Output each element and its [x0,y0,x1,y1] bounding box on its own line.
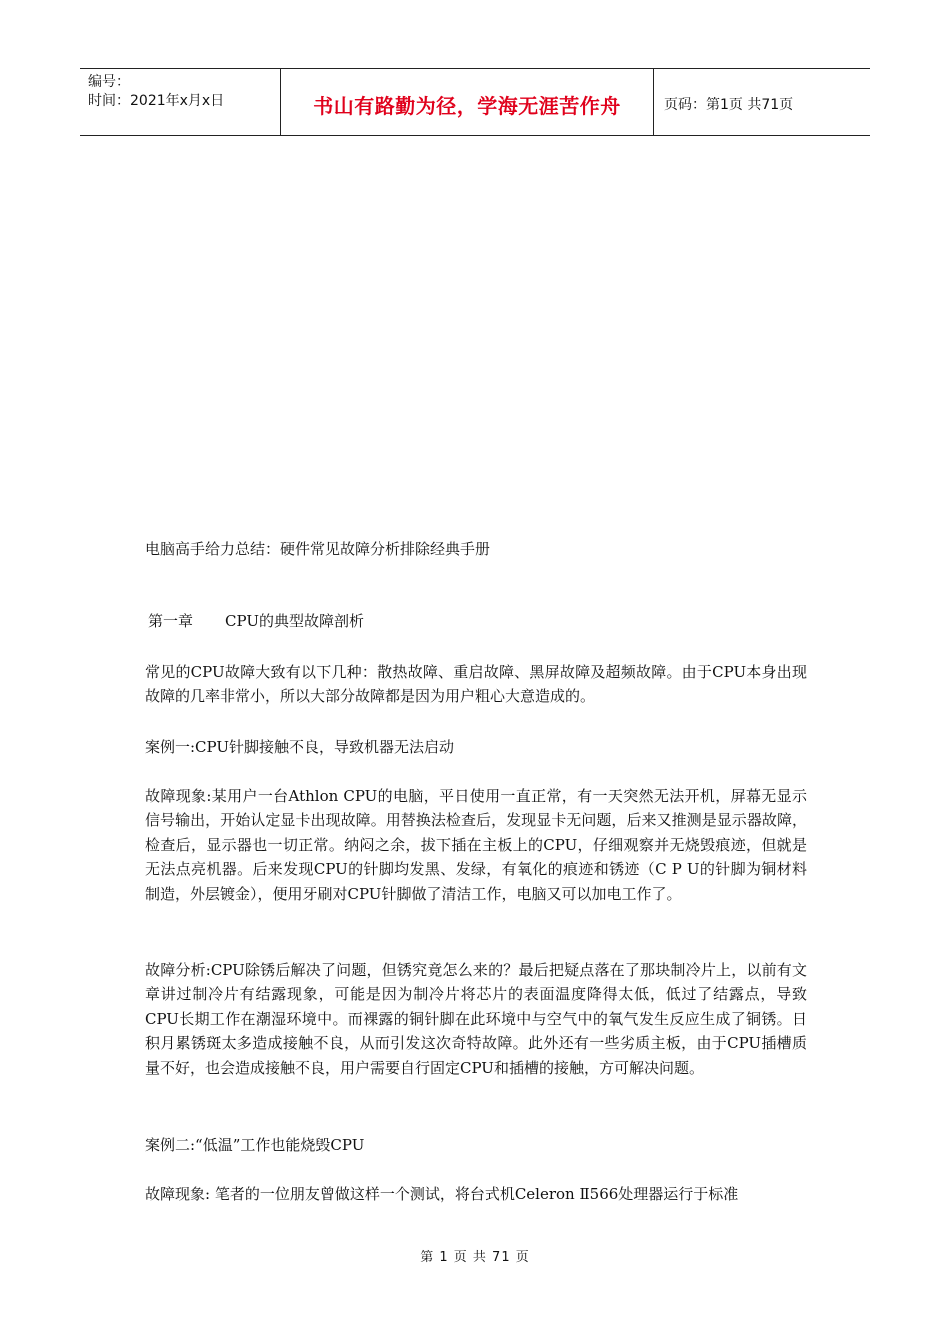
case1-heading: 案例一:CPU针脚接触不良，导致机器无法启动 [145,738,455,756]
case1-analysis-paragraph: 故障分析:CPU除锈后解决了问题，但锈究竟怎么来的？最后把疑点落在了那块制冷片上，以前有文章讲过制冷片有结露现象，可能是因为制冷片将芯片的表面温度降得太低，低过了结露点，导致CPU长期工作在潮湿环境中。而裸露的铜针脚在此环境中与空气中的氧气发生反应生成了铜锈。日积月累锈斑太多造成接触不良，从而引发这次奇特故障。此外还有一些劣质主板，由于CPU插槽质量不好，也会造成接触不良，用户需要自行固定CPU和插槽的接触，方可解决问题。 [145,961,807,1077]
date-label: 时间：2021年x月x日 [88,93,225,109]
document-title: 电脑高手给力总结：硬件常见故障分析排除经典手册 [145,540,491,558]
motto-text: 书山有路勤为径，学海无涯苦作舟 [313,93,621,118]
intro-paragraph: 常见的CPU故障大致有以下几种：散热故障、重启故障、黑屏故障及超频故障。由于CPU本身出现故障的几率非常小，所以大部分故障都是因为用户粗心大意造成的。 [145,663,807,706]
header-page-cell [654,69,870,135]
number-label: 编号： [88,74,130,90]
chapter-heading [148,609,810,633]
header-motto-cell [281,69,654,135]
chapter-title: CPU的典型故障剖析 [225,612,364,630]
case2-symptom-paragraph: 故障现象: 笔者的一位朋友曾做这样一个测试，将台式机Celeron Ⅱ566处理器运行于标准 [145,1185,739,1203]
header-meta-cell [80,69,281,135]
case2-heading: 案例二:“低温”工作也能烧毁CPU [145,1136,365,1154]
page-header [80,68,870,136]
chapter-label: 第一章 [148,612,194,630]
page-footer: 第 1 页 共 71 页 [420,1250,530,1265]
page-code: 页码：第1页 共71页 [664,97,794,113]
case1-symptom-paragraph: 故障现象:某用户一台Athlon CPU的电脑，平日使用一直正常，有一天突然无法开机，屏幕无显示信号输出，开始认定显卡出现故障。用替换法检查后，发现显卡无问题，后来又推测是显示器故障，检查后，显示器也一切正常。纳闷之余，拔下插在主板上的CPU，仔细观察并无烧毁痕迹，但就是无法点亮机器。后来发现CPU的针脚均发黑、发绿，有氧化的痕迹和锈迹（C P U的针脚为铜材料制造，外层镀金），便用牙刷对CPU针脚做了清洁工作，电脑又可以加电工作了。 [145,787,807,903]
